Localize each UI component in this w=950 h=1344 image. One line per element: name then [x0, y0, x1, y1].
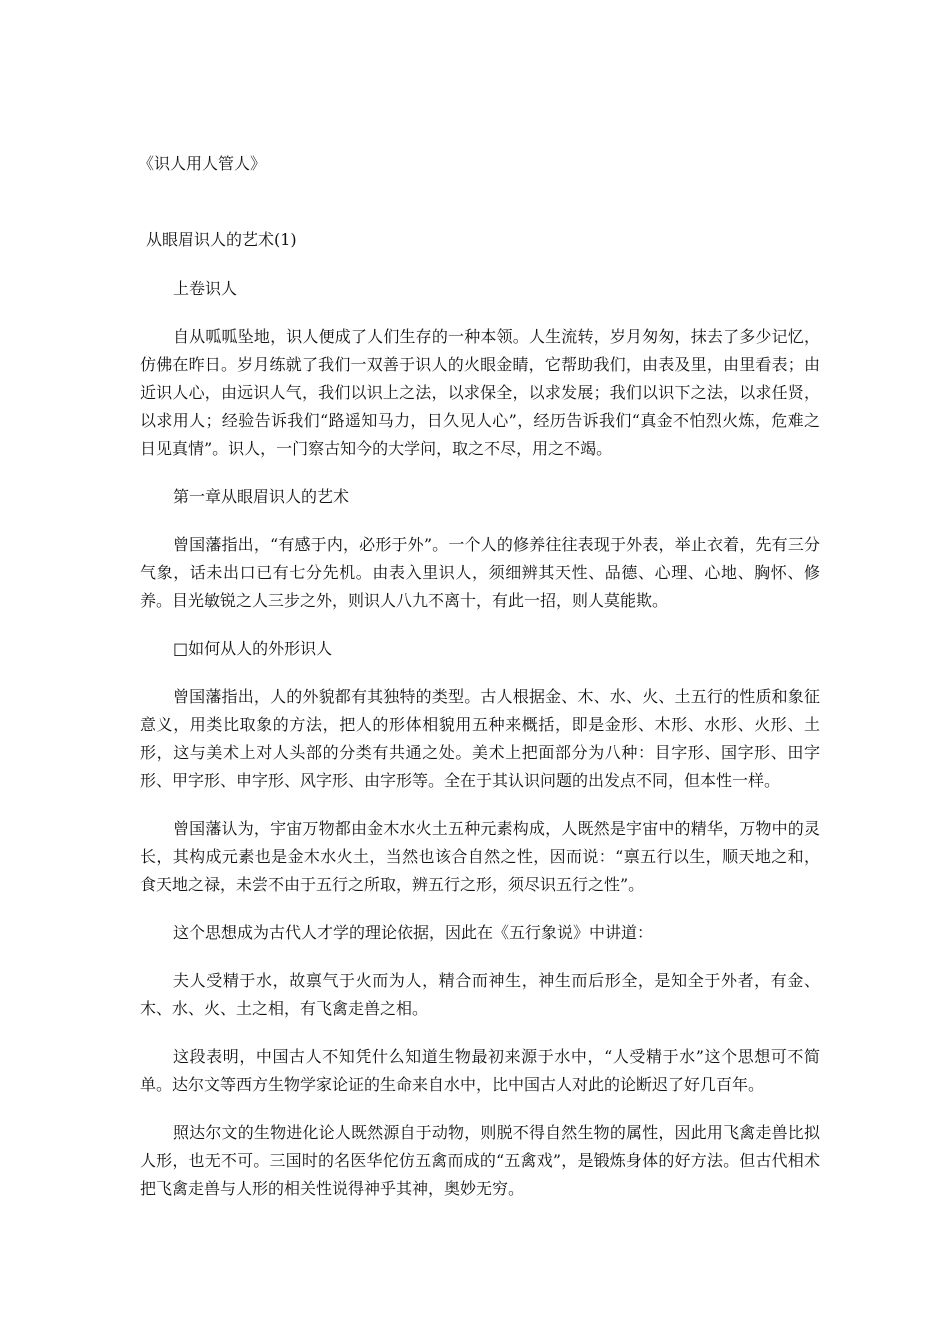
document-body: [140, 226, 820, 1223]
section-heading: 从眼眉识人的艺术(1): [146, 230, 297, 249]
paragraph: 曾国藩指出，人的外貌都有其独特的类型。古人根据金、木、水、火、土五行的性质和象征意义，用类比取象的方法，把人的形体相貌用五种来概括，即是金形、木形、水形、火形、土形，这与美术上对人头部的分类有共通之处。美术上把面部分为八种：目字形、国字形、田字形、甲字形、申字形、风字形、由字形等。全在于其认识问题的出发点不同，但本性一样。: [140, 687, 820, 790]
paragraph-volume-title: 上卷识人: [173, 279, 238, 298]
paragraph-subheading: □如何从人的外形识人: [173, 639, 333, 658]
paragraph: 照达尔文的生物进化论人既然源自于动物，则脱不得自然生物的属性，因此用飞禽走兽比拟人形，也无不可。三国时的名医华佗仿五禽而成的“五禽戏”，是锻炼身体的好方法。但古代相术把飞禽走兽与人形的相关性说得神乎其神，奥妙无穷。: [140, 1123, 820, 1198]
paragraph: 曾国藩指出，“有感于内，必形于外”。一个人的修养往往表现于外表，举止衣着，先有三分气象，话未出口已有七分先机。由表入里识人，须细辨其天性、品德、心理、心地、胸怀、修养。目光敏锐之人三步之外，则识人八九不离十，有此一招，则人莫能欺。: [140, 535, 820, 610]
paragraph: 自从呱呱坠地，识人便成了人们生存的一种本领。人生流转，岁月匆匆，抹去了多少记忆，仿佛在昨日。岁月练就了我们一双善于识人的火眼金睛，它帮助我们，由表及里，由里看表；由近识人心，由远识人气，我们以识上之法，以求保全，以求发展；我们以识下之法，以求任贤，以求用人；经验告诉我们“路遥知马力，日久见人心”，经历告诉我们“真金不怕烈火炼，危难之日见真情”。识人，一门察古知今的大学问，取之不尽，用之不竭。: [140, 327, 820, 458]
paragraph: 这段表明，中国古人不知凭什么知道生物最初来源于水中，“人受精于水”这个思想可不简单。达尔文等西方生物学家论证的生命来自水中，比中国古人对此的论断迟了好几百年。: [140, 1047, 820, 1094]
paragraph: 这个思想成为古代人才学的理论依据，因此在《五行象说》中讲道：: [173, 923, 654, 942]
paragraph-chapter-title: 第一章从眼眉识人的艺术: [173, 487, 350, 506]
paragraph-quotation: 夫人受精于水，故禀气于火而为人，精合而神生，神生而后形全，是知全于外者，有金、木、水、火、土之相，有飞禽走兽之相。: [140, 971, 820, 1018]
book-title: 《识人用人管人》: [138, 154, 267, 173]
paragraph: 曾国藩认为，宇宙万物都由金木水火土五种元素构成，人既然是宇宙中的精华，万物中的灵长，其构成元素也是金木水火土，当然也该合自然之性，因而说：“禀五行以生，顺天地之和，食天地之禄，未尝不由于五行之所取，辨五行之形，须尽识五行之性”。: [140, 819, 820, 894]
